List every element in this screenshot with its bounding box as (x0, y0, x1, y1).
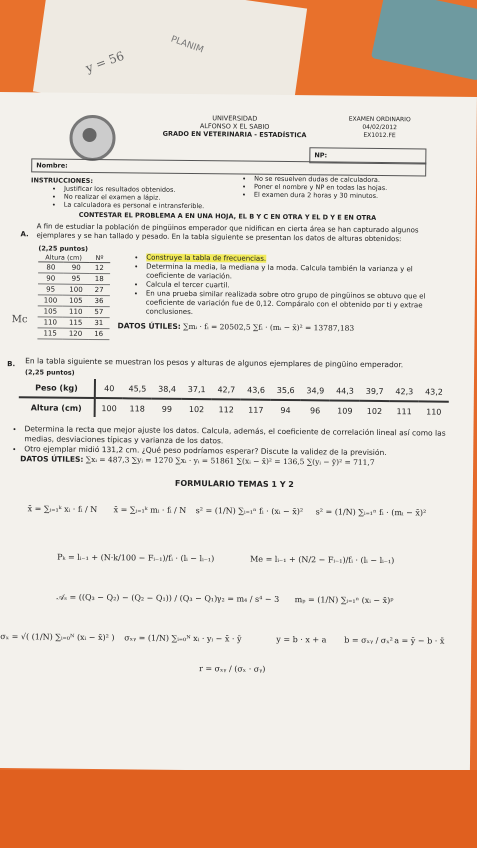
instructions-title: INSTRUCCIONES: (31, 176, 94, 185)
instruction-item: • El examen dura 2 horas y 30 minutos. (254, 191, 434, 201)
pencil-scribble-2: PLANIM (169, 34, 205, 56)
bullet-item: • Otro ejemplar midió 131,2 cm. ¿Qué peso podríamos esperar? Discute la validez de la previsión. (24, 444, 464, 459)
formula-variance-m: s² = (1/N) ∑ᵢ₌₁ⁿ fᵢ · (mᵢ − x̄)² (315, 507, 427, 518)
instruction-item: • No realizar el examen a lápiz. (64, 193, 244, 203)
formula-variance-x: s² = (1/N) ∑ᵢ₌₁ⁿ fᵢ · (xᵢ − x̄)² (195, 506, 304, 517)
datos-values: ∑mᵢ · fᵢ = 20502,5 ∑fᵢ · (mᵢ − x̄)² = 13787,183 (183, 321, 355, 333)
problem-b-bullets (14, 424, 464, 459)
bullet-item: • En una prueba similar realizada sobre otro grupo de pingüinos se obtuvo que el coeficiente de variación fue de 0,12. Compáralo con el obtenido por ti y extrae conclusiones. (146, 290, 446, 320)
instruction-item: • Justificar los resultados obtenidos. (64, 185, 244, 195)
university-name: ALFONSO X EL SABIO (199, 122, 270, 131)
instructions-note: CONTESTAR EL PROBLEMA A EN UNA HOJA, EL B Y C EN OTRA Y EL D Y E EN OTRA (78, 210, 377, 222)
formula-slope: b = σₓᵧ / σₓ² (344, 635, 393, 646)
formula-regression-line: y = b · x + a (276, 634, 327, 645)
table-row: 90 95 18 (38, 273, 110, 285)
problem-a-intro: A fin de estudiar la población de pingüinos emperador que nidifican en cierta área se han capturado algunos ejemplares y se han tallado y pesado. En la tabla siguiente se presentan los datos de alturas obtenidos: (36, 222, 419, 244)
instructions-right (244, 175, 434, 201)
formula-covariance: σₓᵧ = (1/N) ∑ᵢ₌₀ᴺ xᵢ · yᵢ − x̄ · ȳ (124, 633, 242, 644)
np-label: NP: (314, 151, 328, 160)
instruction-item: • La calculadora es personal e intransferible. (64, 201, 244, 211)
formula-intercept: a = ȳ − b · x̄ (394, 636, 445, 646)
degree-title: GRADO EN VETERINARIA - ESTADÍSTICA (162, 129, 307, 140)
formula-mean-m: x̄ = ∑ᵢ₌₁ᵏ mᵢ · fᵢ / N (113, 505, 187, 515)
header-right (335, 116, 425, 141)
col-header-altura: Altura (cm) (38, 253, 89, 262)
table-row: 100 105 36 (38, 295, 110, 307)
datos-label: DATOS ÚTILES: (20, 454, 84, 464)
name-box (31, 158, 426, 176)
pencil-scribble: y = 56 (83, 48, 126, 76)
formula-asymmetry: 𝒜ₛ = ((Q₃ − Q₂) − (Q₂ − Q₁)) / (Q₃ − Q₁) (56, 592, 218, 604)
name-label: Nombre: (36, 161, 68, 170)
row-label-altura: Altura (cm) (19, 397, 95, 417)
formula-percentile: Pₖ = lᵢ₋₁ + (N·k/100 − Fᵢ₋₁)/fᵢ · (lᵢ − lᵢ₋₁) (57, 552, 215, 564)
table-row: 110 115 31 (38, 317, 110, 329)
formula-mean-x: x̄ = ∑ᵢ₌₁ᵏ xᵢ · fᵢ / N (27, 504, 98, 515)
problem-a-datos (118, 321, 355, 332)
col-header-n: Nº (89, 254, 110, 263)
formula-moment: mₚ = (1/N) ∑ᵢ₌₁ⁿ (xᵢ − x̄)ᵖ (294, 595, 394, 606)
formula-std: σₓ = √( (1/N) ∑ᵢ₌₀ᴺ (xᵢ − x̄)² ) (0, 632, 115, 643)
problem-b-intro: En la tabla siguiente se muestran los pesos y alturas de algunos ejemplares de pingüino emperador. (25, 356, 404, 370)
problem-a-points: (2,25 puntos) (38, 244, 88, 253)
formula-correlation: r = σₓᵧ / (σₓ · σᵧ) (198, 664, 266, 674)
instructions-left (54, 185, 244, 211)
exam-type: EXAMEN ORDINARIO (348, 115, 411, 124)
datos-values: ∑xᵢ = 487,3 ∑yᵢ = 1270 ∑xᵢ · yᵢ = 51861 ∑(xᵢ − x̄)² = 136,5 ∑(yᵢ − ȳ)² = 711,7 (85, 454, 375, 467)
table-row: 80 90 12 (38, 262, 110, 274)
problem-b-points: (2,25 puntos) (25, 368, 75, 377)
instruction-item: • Poner el nombre y NP en todas las hojas. (254, 183, 434, 193)
row-label-peso: Peso (kg) (19, 378, 95, 398)
problem-a-bullets (136, 253, 447, 319)
datos-label: DATOS ÚTILES: (117, 321, 181, 331)
formula-median: Me = lᵢ₋₁ + (N/2 − Fᵢ₋₁)/fᵢ · (lᵢ − lᵢ₋₁) (250, 554, 395, 566)
exam-sheet (0, 92, 477, 773)
university-label: UNIVERSIDAD (212, 114, 258, 123)
bullet-item: • Determina la media, la mediana y la moda. Calcula también la varianza y el coeficiente de variación. (146, 263, 446, 284)
handwritten-mc: Mc (11, 314, 28, 326)
bullet-item: • Construye la tabla de frecuencias. (146, 254, 446, 266)
table-row: 95 100 27 (38, 284, 110, 296)
university-seal (69, 115, 115, 161)
exam-code: EX1012.FE (363, 131, 396, 140)
heights-table (37, 253, 110, 340)
exam-date: 04/02/2012 (362, 123, 397, 132)
table-surface-bottom (0, 770, 477, 848)
table-row: 115 120 16 (37, 328, 109, 340)
weights-heights-table: Peso (kg) 40 45,5 38,4 37,1 42,7 43,6 35,6 34,9 44,3 39,7 42,3 43,2 Altura (cm) 100 118 99 102 112 117 94 96 109 102 111 110 (19, 378, 449, 421)
problem-a-letter: A. (20, 230, 29, 239)
table-row: 105 110 57 (38, 306, 110, 318)
problem-b-letter: B. (7, 360, 16, 369)
instruction-item: • No se resuelven dudas de calculadora. (254, 175, 434, 185)
formulario-title: FORMULARIO TEMAS 1 Y 2 (174, 478, 294, 490)
formula-kurtosis: γ₂ = m₄ / s⁴ − 3 (216, 594, 280, 604)
header-center (160, 114, 310, 140)
bullet-item: • Calcula el tercer cuartil. (146, 281, 446, 293)
bullet-item: • Determina la recta que mejor ajuste los datos. Calcula, además, el coeficiente de correlación lineal así como las medias, desviaciones típicas y varianza de los datos. (24, 424, 464, 449)
